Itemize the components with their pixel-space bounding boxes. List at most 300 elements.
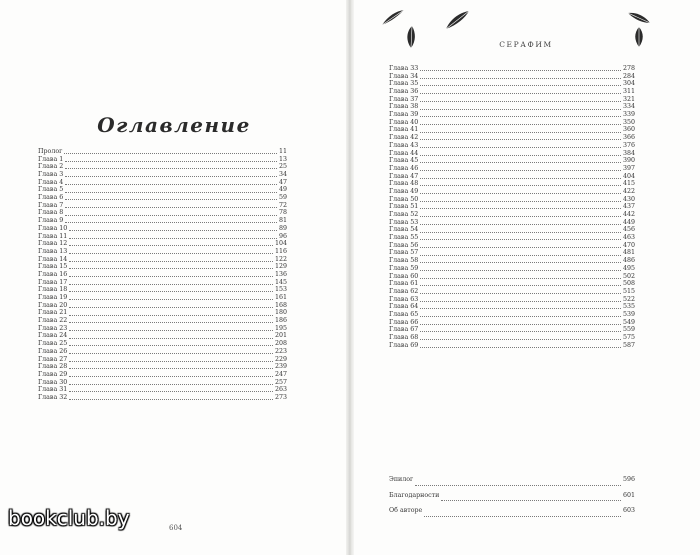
dot-leader [420,270,621,271]
dot-leader [69,384,273,385]
toc-entry-title: Глава 47 [389,172,419,180]
toc-entry [389,250,635,258]
toc-entry-page: 145 [274,278,287,286]
running-head: СЕРАФИМ [499,40,553,49]
toc-entry [389,342,635,350]
dot-leader [65,184,277,185]
dot-leader [420,285,621,286]
toc-entry-title: Об авторе [389,507,423,514]
toc-entry-title: Глава 8 [38,209,64,217]
toc-entry-title: Глава 63 [389,295,419,303]
toc-entry-page: 390 [622,157,635,165]
dot-leader [420,147,621,148]
dot-leader [420,293,621,294]
toc-entry-title: Глава 7 [38,201,64,209]
dot-leader [420,185,621,186]
toc-entry-page: 257 [274,378,287,386]
dot-leader [420,85,621,86]
toc-entry-title: Глава 13 [38,247,68,255]
dot-leader [420,247,621,248]
toc-entry-title: Глава 21 [38,309,68,317]
feather-icon [443,9,471,31]
toc-entry-page: 360 [622,126,635,134]
dot-leader [420,278,621,279]
toc-entry-title: Глава 23 [38,324,68,332]
toc-entry [38,148,287,156]
toc-entry-page: 273 [274,393,287,401]
toc-entry-page: 575 [622,334,635,342]
toc-entry [38,325,287,333]
dot-leader [69,261,273,262]
toc-entry-page: 486 [622,257,635,265]
dot-leader [420,193,621,194]
dot-leader [69,238,277,239]
toc-entry-title: Глава 28 [38,363,68,371]
toc-entry [389,88,635,96]
toc-entry [389,288,635,296]
toc-entry-title: Глава 62 [389,287,419,295]
dot-leader [420,339,621,340]
dot-leader [65,215,277,216]
dot-leader [65,176,277,177]
toc-entry [38,194,287,202]
toc-entry-page: 456 [622,226,635,234]
toc-entry-page: 195 [274,324,287,332]
toc-entry-title: Глава 69 [389,341,419,349]
toc-entry [389,311,635,319]
dot-leader [420,347,621,348]
dot-leader [65,192,277,193]
toc-entry [389,173,635,181]
toc-entry-title: Глава 53 [389,218,419,226]
dot-leader [64,153,277,154]
toc-list-back-matter [389,472,635,519]
toc-entry-page: 366 [622,134,635,142]
toc-entry-page: 278 [622,64,635,72]
toc-entry-title: Глава 14 [38,255,68,263]
toc-entry [389,488,635,504]
dot-leader [69,245,273,246]
toc-entry-title: Глава 5 [38,186,64,194]
toc-entry [389,103,635,111]
toc-entry-page: 78 [278,209,287,217]
dot-leader [69,330,273,331]
toc-entry [38,240,287,248]
toc-entry [38,179,287,187]
toc-entry [389,134,635,142]
toc-entry-title: Глава 54 [389,226,419,234]
toc-entry-title: Глава 29 [38,370,68,378]
toc-entry-page: 89 [278,224,287,232]
toc-entry-page: 449 [622,218,635,226]
toc-entry [38,348,287,356]
dot-leader [420,262,621,263]
toc-entry-page: 122 [274,255,287,263]
dot-leader [69,291,273,292]
toc-entry-title: Глава 59 [389,264,419,272]
toc-entry-title: Глава 36 [389,88,419,96]
toc-entry-page: 535 [622,303,635,311]
toc-entry-page: 481 [622,249,635,257]
toc-entry [389,196,635,204]
toc-entry-title: Глава 4 [38,178,64,186]
toc-entry [389,142,635,150]
toc-entry-page: 596 [622,476,635,483]
toc-entry-page: 442 [622,211,635,219]
toc-entry-page: 247 [274,370,287,378]
watermark: bookclub.by [8,506,130,530]
toc-entry-page: 384 [622,149,635,157]
toc-entry-title: Глава 2 [38,163,64,171]
toc-entry-title: Глава 26 [38,347,68,355]
toc-entry [38,279,287,287]
toc-entry-title: Глава 18 [38,286,68,294]
toc-entry-title: Глава 19 [38,294,68,302]
toc-entry [389,65,635,73]
toc-entry-page: 397 [622,164,635,172]
toc-entry-page: 559 [622,326,635,334]
toc-entry [38,186,287,194]
toc-entry-page: 404 [622,172,635,180]
toc-entry [38,363,287,371]
toc-entry-page: 430 [622,195,635,203]
toc-entry-page: 508 [622,280,635,288]
toc-entry-title: Глава 39 [389,111,419,119]
dot-leader [420,239,621,240]
toc-entry [38,333,287,341]
toc-entry [38,156,287,164]
toc-entry [38,271,287,279]
toc-entry-title: Глава 22 [38,317,68,325]
toc-entry [389,150,635,158]
toc-entry-title: Глава 43 [389,141,419,149]
toc-entry-title: Глава 31 [38,386,68,394]
toc-entry [389,127,635,135]
toc-entry [389,211,635,219]
dot-leader [69,253,273,254]
toc-entry [389,326,635,334]
dot-leader [65,161,277,162]
toc-entry-title: Благодарности [389,491,440,499]
toc-entry-page: 168 [274,301,287,309]
toc-entry-title: Глава 30 [38,378,68,386]
toc-entry [389,319,635,327]
toc-entry-title: Глава 15 [38,263,68,271]
toc-entry-page: 437 [622,203,635,211]
dot-leader [69,315,273,316]
toc-entry [389,219,635,227]
dot-leader [420,155,621,156]
toc-entry [389,96,635,104]
dot-leader [420,170,621,171]
toc-list-right [389,65,635,349]
toc-entry-page: 470 [622,241,635,249]
dot-leader [65,168,277,169]
toc-entry-page: 96 [278,232,287,240]
toc-entry-page: 339 [622,111,635,119]
toc-entry [38,233,287,241]
toc-entry-title: Глава 45 [389,157,419,165]
toc-entry [38,340,287,348]
toc-entry-title: Глава 37 [389,95,419,103]
dot-leader [69,376,273,377]
toc-entry [389,265,635,273]
toc-entry-page: 47 [278,178,287,186]
toc-entry-title: Глава 38 [389,103,419,111]
dot-leader [420,93,621,94]
dot-leader [420,208,621,209]
dot-leader [420,101,621,102]
toc-entry-title: Глава 17 [38,278,68,286]
toc-entry-page: 59 [278,194,287,202]
dot-leader [420,109,621,110]
toc-entry-page: 284 [622,72,635,80]
dot-leader [420,162,621,163]
toc-entry-title: Глава 58 [389,257,419,265]
toc-entry [389,280,635,288]
toc-entry-title: Глава 9 [38,217,64,225]
toc-entry [389,503,635,519]
dot-leader [420,132,621,133]
dot-leader [65,199,277,200]
toc-entry [389,80,635,88]
dot-leader [441,500,621,501]
toc-entry [38,171,287,179]
toc-entry [389,165,635,173]
toc-entry-title: Глава 68 [389,334,419,342]
toc-entry-title: Глава 34 [389,72,419,80]
toc-entry [389,73,635,81]
toc-entry [38,256,287,264]
toc-entry-page: 502 [622,272,635,280]
toc-entry [38,217,287,225]
book-gutter [346,0,354,555]
dot-leader [65,207,277,208]
toc-entry-page: 263 [274,386,287,394]
toc-entry-page: 229 [274,355,287,363]
toc-entry-title: Глава 61 [389,280,419,288]
dot-leader [69,338,273,339]
toc-entry-title: Глава 67 [389,326,419,334]
toc-entry [38,210,287,218]
toc-entry [389,234,635,242]
toc-entry-page: 72 [278,201,287,209]
toc-entry-page: 515 [622,287,635,295]
toc-entry [38,379,287,387]
toc-entry-page: 116 [274,247,287,255]
toc-entry-title: Глава 49 [389,187,419,195]
toc-entry-page: 549 [622,318,635,326]
dot-leader [420,224,621,225]
toc-entry-title: Глава 32 [38,393,68,401]
dot-leader [420,78,621,79]
toc-entry-title: Глава 50 [389,195,419,203]
toc-entry-title: Глава 24 [38,332,68,340]
toc-entry-title: Пролог [38,147,63,155]
toc-entry-page: 415 [622,180,635,188]
toc-entry [389,226,635,234]
toc-entry-title: Эпилог [389,476,414,483]
toc-entry [389,119,635,127]
toc-entry [38,302,287,310]
toc-entry [389,334,635,342]
toc-entry [38,371,287,379]
dot-leader [420,216,621,217]
toc-entry [38,163,287,171]
toc-entry [38,286,287,294]
toc-entry-title: Глава 42 [389,134,419,142]
toc-entry [38,356,287,364]
dot-leader [69,368,273,369]
toc-entry-title: Глава 52 [389,211,419,219]
toc-entry-page: 463 [622,234,635,242]
dot-leader [69,299,273,300]
toc-entry-page: 304 [622,80,635,88]
dot-leader [65,222,277,223]
toc-entry [389,242,635,250]
dot-leader [420,201,621,202]
toc-entry-title: Глава 11 [38,232,68,240]
toc-entry-title: Глава 65 [389,310,419,318]
toc-entry-title: Глава 41 [389,126,419,134]
toc-entry [38,263,287,271]
toc-entry [38,248,287,256]
toc-entry-title: Глава 56 [389,241,419,249]
toc-entry-title: Глава 60 [389,272,419,280]
toc-entry-title: Глава 10 [38,224,68,232]
toc-entry-page: 311 [622,88,635,96]
toc-entry-page: 350 [622,118,635,126]
toc-entry-title: Глава 25 [38,340,68,348]
dot-leader [415,485,621,486]
dot-leader [420,139,621,140]
dot-leader [69,268,273,269]
toc-entry [38,202,287,210]
toc-entry-page: 376 [622,141,635,149]
dot-leader [420,178,621,179]
toc-entry-title: Глава 6 [38,194,64,202]
dot-leader [420,316,621,317]
dot-leader [420,324,621,325]
toc-entry-page: 81 [278,217,287,225]
toc-entry-title: Глава 1 [38,155,64,163]
toc-entry-title: Глава 20 [38,301,68,309]
toc-entry-title: Глава 12 [38,240,68,248]
dot-leader [69,276,273,277]
toc-entry-title: Глава 27 [38,355,68,363]
toc-entry [389,111,635,119]
toc-entry-page: 201 [274,332,287,340]
dot-leader [420,124,621,125]
toc-entry [38,386,287,394]
toc-entry-page: 11 [278,147,287,155]
dot-leader [420,232,621,233]
toc-entry-page: 603 [622,507,635,514]
page-number: 604 [169,524,183,532]
toc-entry-title: Глава 51 [389,203,419,211]
toc-entry-page: 239 [274,363,287,371]
dot-leader [69,361,273,362]
toc-entry-page: 136 [274,270,287,278]
toc-entry-title: Глава 3 [38,171,64,179]
toc-entry [38,309,287,317]
toc-entry-page: 495 [622,264,635,272]
dot-leader [69,284,273,285]
dot-leader [69,399,273,400]
toc-entry-title: Глава 33 [389,64,419,72]
dot-leader [69,230,277,231]
toc-entry-page: 422 [622,187,635,195]
toc-entry [389,180,635,188]
feather-icon [626,10,652,26]
toc-entry-page: 13 [278,155,287,163]
toc-entry [389,303,635,311]
toc-entry [38,317,287,325]
toc-entry-title: Глава 35 [389,80,419,88]
dot-leader [69,353,273,354]
toc-entry-page: 180 [274,309,287,317]
toc-entry-title: Глава 40 [389,118,419,126]
toc-entry-title: Глава 57 [389,249,419,257]
toc-entry-page: 25 [278,163,287,171]
toc-entry-page: 208 [274,340,287,348]
dot-leader [420,308,621,309]
dot-leader [69,322,273,323]
toc-entry-page: 129 [274,263,287,271]
toc-entry-title: Глава 48 [389,180,419,188]
toc-entry [389,257,635,265]
dot-leader [69,391,273,392]
toc-entry-page: 522 [622,295,635,303]
toc-entry [389,157,635,165]
toc-entry-page: 153 [274,286,287,294]
toc-entry-title: Глава 44 [389,149,419,157]
toc-list-left [38,148,287,402]
toc-entry-title: Глава 55 [389,234,419,242]
toc-entry-page: 161 [274,294,287,302]
toc-title: Оглавление [97,113,251,137]
toc-entry-page: 223 [274,347,287,355]
dot-leader [420,70,621,71]
toc-entry-page: 104 [274,240,287,248]
toc-entry-title: Глава 16 [38,270,68,278]
toc-entry [389,203,635,211]
toc-entry-title: Глава 64 [389,303,419,311]
dot-leader [69,307,273,308]
dot-leader [420,116,621,117]
dot-leader [424,516,621,517]
toc-entry-page: 186 [274,317,287,325]
toc-entry-page: 539 [622,310,635,318]
toc-entry [38,394,287,402]
toc-entry [389,273,635,281]
toc-entry-page: 321 [622,95,635,103]
toc-entry-page: 49 [278,186,287,194]
toc-entry-title: Глава 66 [389,318,419,326]
dot-leader [420,255,621,256]
dot-leader [420,331,621,332]
toc-entry-page: 34 [278,171,287,179]
toc-entry [38,225,287,233]
toc-entry-title: Глава 46 [389,164,419,172]
dot-leader [69,345,273,346]
toc-entry [389,188,635,196]
toc-entry-page: 601 [622,491,635,499]
toc-entry-page: 587 [622,341,635,349]
toc-entry [389,472,635,488]
toc-entry-page: 334 [622,103,635,111]
toc-entry [389,296,635,304]
